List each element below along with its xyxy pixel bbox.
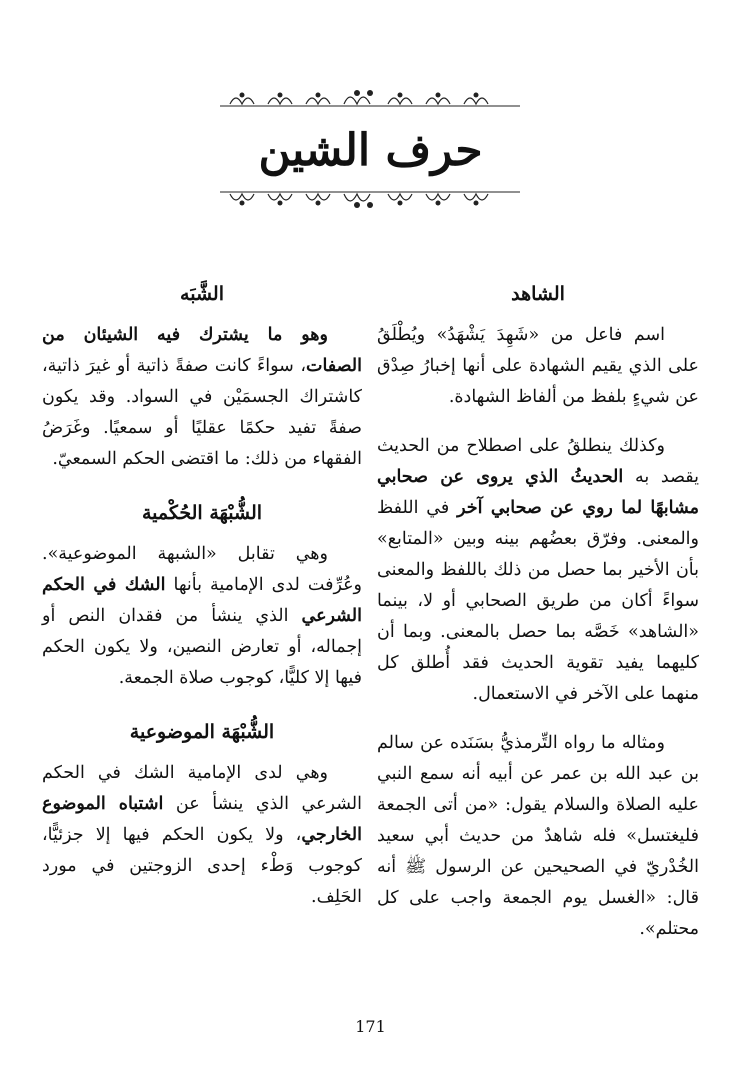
chapter-title: حرف الشين: [258, 125, 483, 176]
entry-paragraph: ومثاله ما رواه التِّرمذيُّ بسَنَده عن سالم بن عبد الله بن عمر عن أبيه أنه سمع النبي عليه الصلاة والسلام يقول: «من أتى الجمعة فليغتسل» فله شاهدٌ من حديث أبي سعيد الخُدْريّ في الصحيحين عن الرسول ﷺ أنه قال: «الغسل يوم الجمعة واجب على كل محتلم».: [377, 733, 699, 939]
entry-heading-shubha-mawduiya: الشُّبْهَة الموضوعية: [129, 721, 275, 743]
paragraph-text: وهي لدى الإمامية الشك في الحكم الشرعي الذي ينشأ عن: [42, 763, 363, 814]
entry-heading-shabah: الشَّبَه: [180, 283, 224, 305]
entry-paragraph: [377, 431, 699, 710]
left-column: [42, 278, 362, 913]
right-column: [377, 278, 699, 945]
entry-heading-shahid: الشاهد: [511, 283, 565, 305]
entry-paragraph: [42, 320, 362, 475]
bottom-ornament-border: [220, 186, 520, 210]
paragraph-text: في اللفظ والمعنى. وفرّق بعضُهم بينه وبين «المتابع» بأن الأخير بما حصل من ذلك باللفظ والمعنى سواءً أكان من طريق الصحابي أو لا، بينما «الشاهد» خَصَّه بما حصل بالمعنى. وبما أن كليهما يفيد تقوية الحديث فقد أُطلق كل منهما على الآخر في الاستعمال.: [377, 498, 699, 704]
entry-paragraph: [42, 758, 362, 913]
paragraph-text: وكذلك ينطلقُ على اصطلاح من الحديث يقصد به: [377, 436, 700, 487]
bold-definition: وهو ما يشترك فيه الشيئان من الصفات: [42, 325, 362, 376]
top-ornament-border: [220, 88, 520, 112]
paragraph-text: ، ولا يكون الحكم فيها إلا جزئيًّا، كوجوب وَطْء إحدى الزوجتين في مورد الحَلِف.: [42, 825, 362, 907]
entry-heading-shubha-hukmiya: الشُّبْهَة الحُكْمية: [141, 502, 263, 524]
paragraph-text: ، سواءً كانت صفةً ذاتية أو غيرَ ذاتية، كاشتراك الجسمَيْن في السواد. وقد يكون صفةً تفيد حكمًا عقليًا أو سمعيًا. وغَرَضُ الفقهاء من ذلك: ما اقتضى الحكم السمعيّ.: [42, 356, 362, 469]
entry-paragraph: [42, 539, 362, 694]
bold-definition: الشك في الحكم الشرعي: [42, 575, 362, 626]
paragraph-text: الذي ينشأ من فقدان النص أو إجماله، أو تعارض النصين، ولا يكون الحكم فيها إلا كليًّا، كوجوب صلاة الجمعة.: [42, 606, 362, 688]
page-number: 171: [355, 1017, 386, 1036]
entry-paragraph: اسم فاعل من «شَهِدَ يَشْهَدُ» ويُطْلَقُ على الذي يقيم الشهادة على أنها إخبارُ صِدْق عن شيءٍ بلفظ من ألفاظ الشهادة.: [377, 325, 699, 407]
bold-definition: الحديثُ الذي يروى عن صحابي مشابهًا لما روي عن صحابي آخر: [377, 467, 700, 518]
bold-definition: اشتباه الموضوع الخارجي: [42, 794, 362, 845]
paragraph-text: وهي تقابل «الشبهة الموضوعية». وعُرِّفت لدى الإمامية بأنها: [42, 544, 362, 595]
